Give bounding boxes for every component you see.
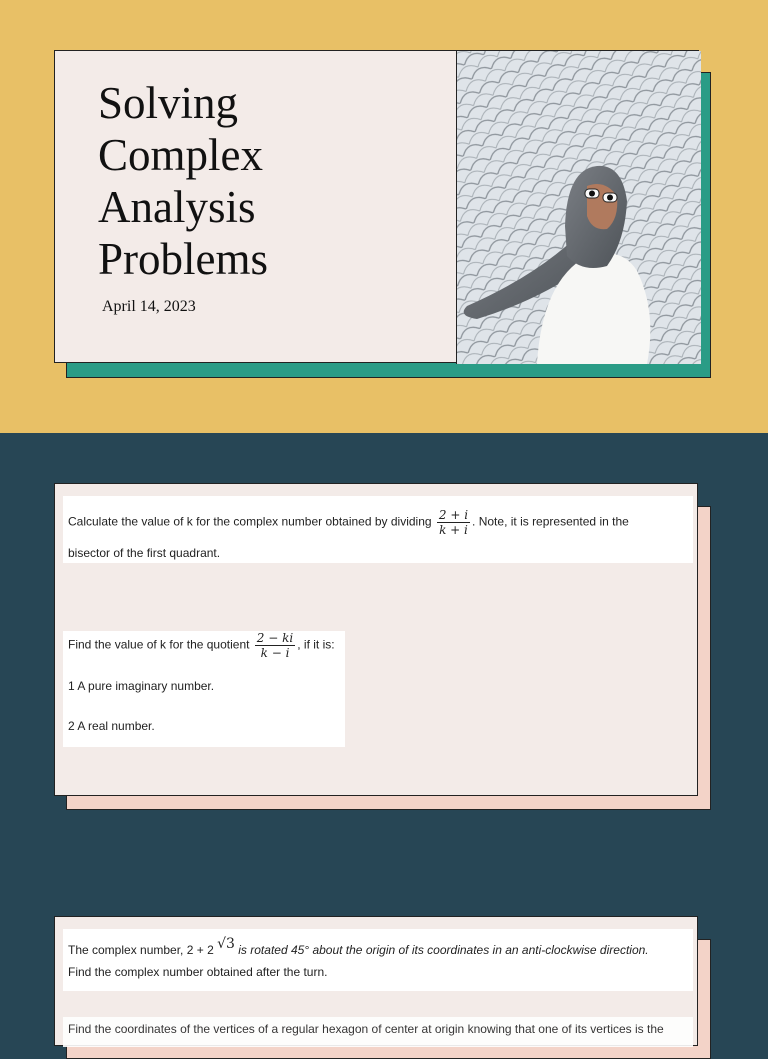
fraction-denominator: k − i bbox=[260, 646, 290, 660]
problem-2-suffix: , if it is: bbox=[297, 637, 335, 652]
title-line: Problems bbox=[98, 234, 269, 284]
title-card bbox=[54, 50, 699, 363]
woman-hijab-photo bbox=[456, 51, 700, 364]
problem-1-line2: bisector of the first quadrant. bbox=[68, 546, 221, 560]
problem-1-line1 bbox=[68, 508, 688, 537]
title-line: Solving bbox=[98, 78, 239, 128]
fraction-numerator: 2 + i bbox=[438, 508, 469, 522]
title-line: Analysis bbox=[98, 182, 256, 232]
problem-4-partial: Find the coordinates of the vertices of a regular hexagon of center at origin knowing that one of its vertices is the bbox=[63, 1017, 693, 1047]
problem-3-line1 bbox=[68, 936, 688, 958]
problem-1-suffix: . Note, it is represented in the bbox=[472, 514, 629, 529]
problems-card bbox=[54, 483, 698, 796]
title-slide bbox=[0, 0, 768, 433]
fraction-denominator: k + i bbox=[439, 523, 468, 537]
sqrt-three: √3 bbox=[217, 936, 235, 952]
slide-title bbox=[98, 77, 418, 285]
problem-3-textbox bbox=[63, 929, 693, 991]
problem-2-line1 bbox=[68, 631, 340, 660]
problem-1-fraction bbox=[437, 508, 470, 537]
problem-2-prefix: Find the value of k for the quotient bbox=[68, 637, 250, 652]
problem-2-fraction bbox=[255, 631, 295, 660]
problem-2-item: 2 A real number. bbox=[68, 719, 155, 733]
problem-3-line2: Find the complex number obtained after the turn. bbox=[68, 965, 328, 979]
problem-2-textbox bbox=[63, 631, 345, 747]
problem-3-prefix: The complex number, 2 + 2 bbox=[68, 943, 214, 957]
fraction-numerator: 2 − ki bbox=[256, 631, 294, 645]
problem-3-rest: is rotated 45° about the origin of its coordinates in an anti-clockwise direction. bbox=[238, 943, 649, 957]
problems-card-2 bbox=[54, 916, 698, 1046]
problem-2-item: 1 A pure imaginary number. bbox=[68, 679, 215, 693]
problem-1-prefix: Calculate the value of k for the complex number obtained by dividing bbox=[68, 514, 432, 529]
slide-date: April 14, 2023 bbox=[102, 298, 196, 315]
title-line: Complex bbox=[98, 130, 263, 180]
problem-1-textbox bbox=[63, 496, 693, 563]
